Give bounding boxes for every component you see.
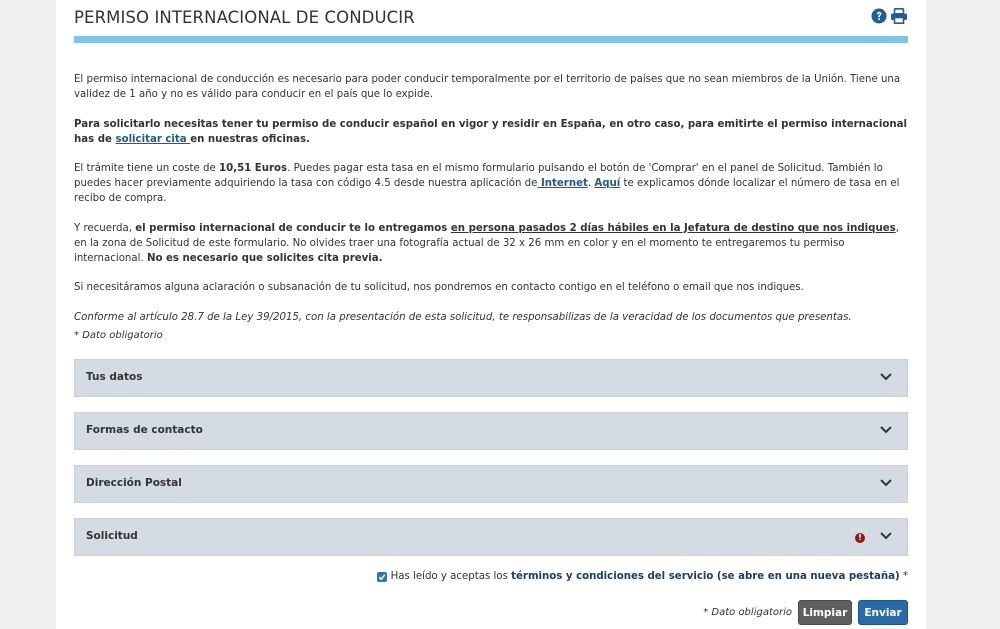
send-button[interactable]: Enviar — [858, 600, 908, 625]
header-actions — [871, 8, 908, 24]
request-appointment-link[interactable]: solicitar cita — [115, 133, 191, 145]
content — [74, 0, 908, 619]
section-label: Tus datos — [86, 371, 143, 383]
delivery-underline: en persona pasados 2 días hábiles en la Jefatura de destino que nos indiques — [450, 222, 896, 234]
required-mark: * — [902, 571, 908, 582]
intro-paragraph-5: Si necesitáramos alguna aclaración o subsanación de tu solicitud, nos pondremos en contacto contigo en el teléfono o email que nos indiques. — [74, 282, 804, 293]
no-appointment-note: No es necesario que solicites cita previa. — [146, 252, 383, 264]
section-label: Solicitud — [86, 530, 138, 542]
alert-icon: ! — [855, 533, 865, 543]
form-actions — [703, 600, 908, 625]
chevron-down-icon[interactable] — [879, 372, 893, 382]
fee-text-4: te explicamos dónde localizar el número de tasa en el recibo de compra. — [74, 178, 900, 204]
chevron-down-icon[interactable] — [879, 478, 893, 488]
clear-button[interactable]: Limpiar — [798, 600, 852, 625]
intro-paragraph-1: El permiso internacional de conducción es necesario para poder conducir temporalmente por el territorio de países que no sean miembros de la Unión. Tiene una validez de 1 año y no es válido para conducir en el país que lo expide. — [74, 74, 901, 100]
footer-required-note: * Dato obligatorio — [703, 607, 792, 618]
intro-paragraph-4 — [74, 221, 908, 266]
section-label: Formas de contacto — [86, 424, 203, 436]
delivery-text-2: , en la zona de Solicitud de este formulario. No olvides traer una fotografía actual de 32 x 26 mm en color y en el momento te entregaremos tu permiso internacional. — [74, 222, 899, 264]
fee-amount: 10,51 Euros — [219, 163, 288, 174]
intro-paragraph-2 — [74, 117, 908, 147]
legal-note: Conforme al artículo 28.7 de la Ley 39/2015, con la presentación de esta solicitud, te responsabilizas de la veracidad de los documentos que presentas. — [74, 311, 852, 323]
internet-link[interactable]: Internet — [537, 178, 588, 189]
title-underline — [74, 36, 908, 43]
requirement-text: Para solicitarlo necesitas tener tu permiso de conducir español en vigor y residir en España, en otro caso, para emitirte el permiso internacional has de — [74, 118, 907, 145]
section-tus-datos[interactable] — [74, 359, 908, 397]
fee-text-3: . — [587, 178, 595, 189]
page-title: PERMISO INTERNACIONAL DE CONDUCIR — [74, 8, 415, 27]
delivery-bold: el permiso internacional de conducir te lo entregamos — [135, 222, 451, 234]
required-note: * Dato obligatorio — [74, 330, 163, 341]
main-panel — [56, 0, 926, 629]
section-label: Dirección Postal — [86, 477, 182, 489]
chevron-down-icon[interactable] — [879, 531, 893, 541]
intro-paragraph-3 — [74, 161, 908, 206]
section-formas-de-contacto[interactable] — [74, 412, 908, 450]
terms-text: Has leído y aceptas los — [390, 571, 512, 582]
requirement-text-end: en nuestras oficinas. — [190, 133, 310, 145]
chevron-down-icon[interactable] — [879, 425, 893, 435]
fee-text-2: . Puedes pagar esta tasa en el mismo formulario pulsando el botón de 'Comprar' en el panel de Solicitud. También lo puedes hacer previamente adquiriendo la tasa con código 4.5 desde nuestra aplicación de — [74, 163, 883, 189]
print-icon[interactable] — [890, 8, 908, 24]
terms-row — [377, 571, 908, 582]
terms-label — [391, 571, 908, 582]
intro-paragraph-6 — [74, 310, 908, 325]
terms-checkbox[interactable] — [377, 572, 387, 582]
section-solicitud[interactable] — [74, 518, 908, 556]
fee-text: El trámite tiene un coste de — [74, 163, 220, 174]
delivery-text: Y recuerda, — [74, 222, 136, 234]
page-header — [74, 0, 908, 36]
terms-link[interactable]: términos y condiciones del servicio (se abre en una nueva pestaña) — [511, 571, 900, 582]
section-direccion-postal[interactable] — [74, 465, 908, 503]
help-icon[interactable] — [871, 8, 887, 24]
intro-text — [74, 72, 908, 325]
aqui-link[interactable]: Aquí — [594, 178, 621, 189]
